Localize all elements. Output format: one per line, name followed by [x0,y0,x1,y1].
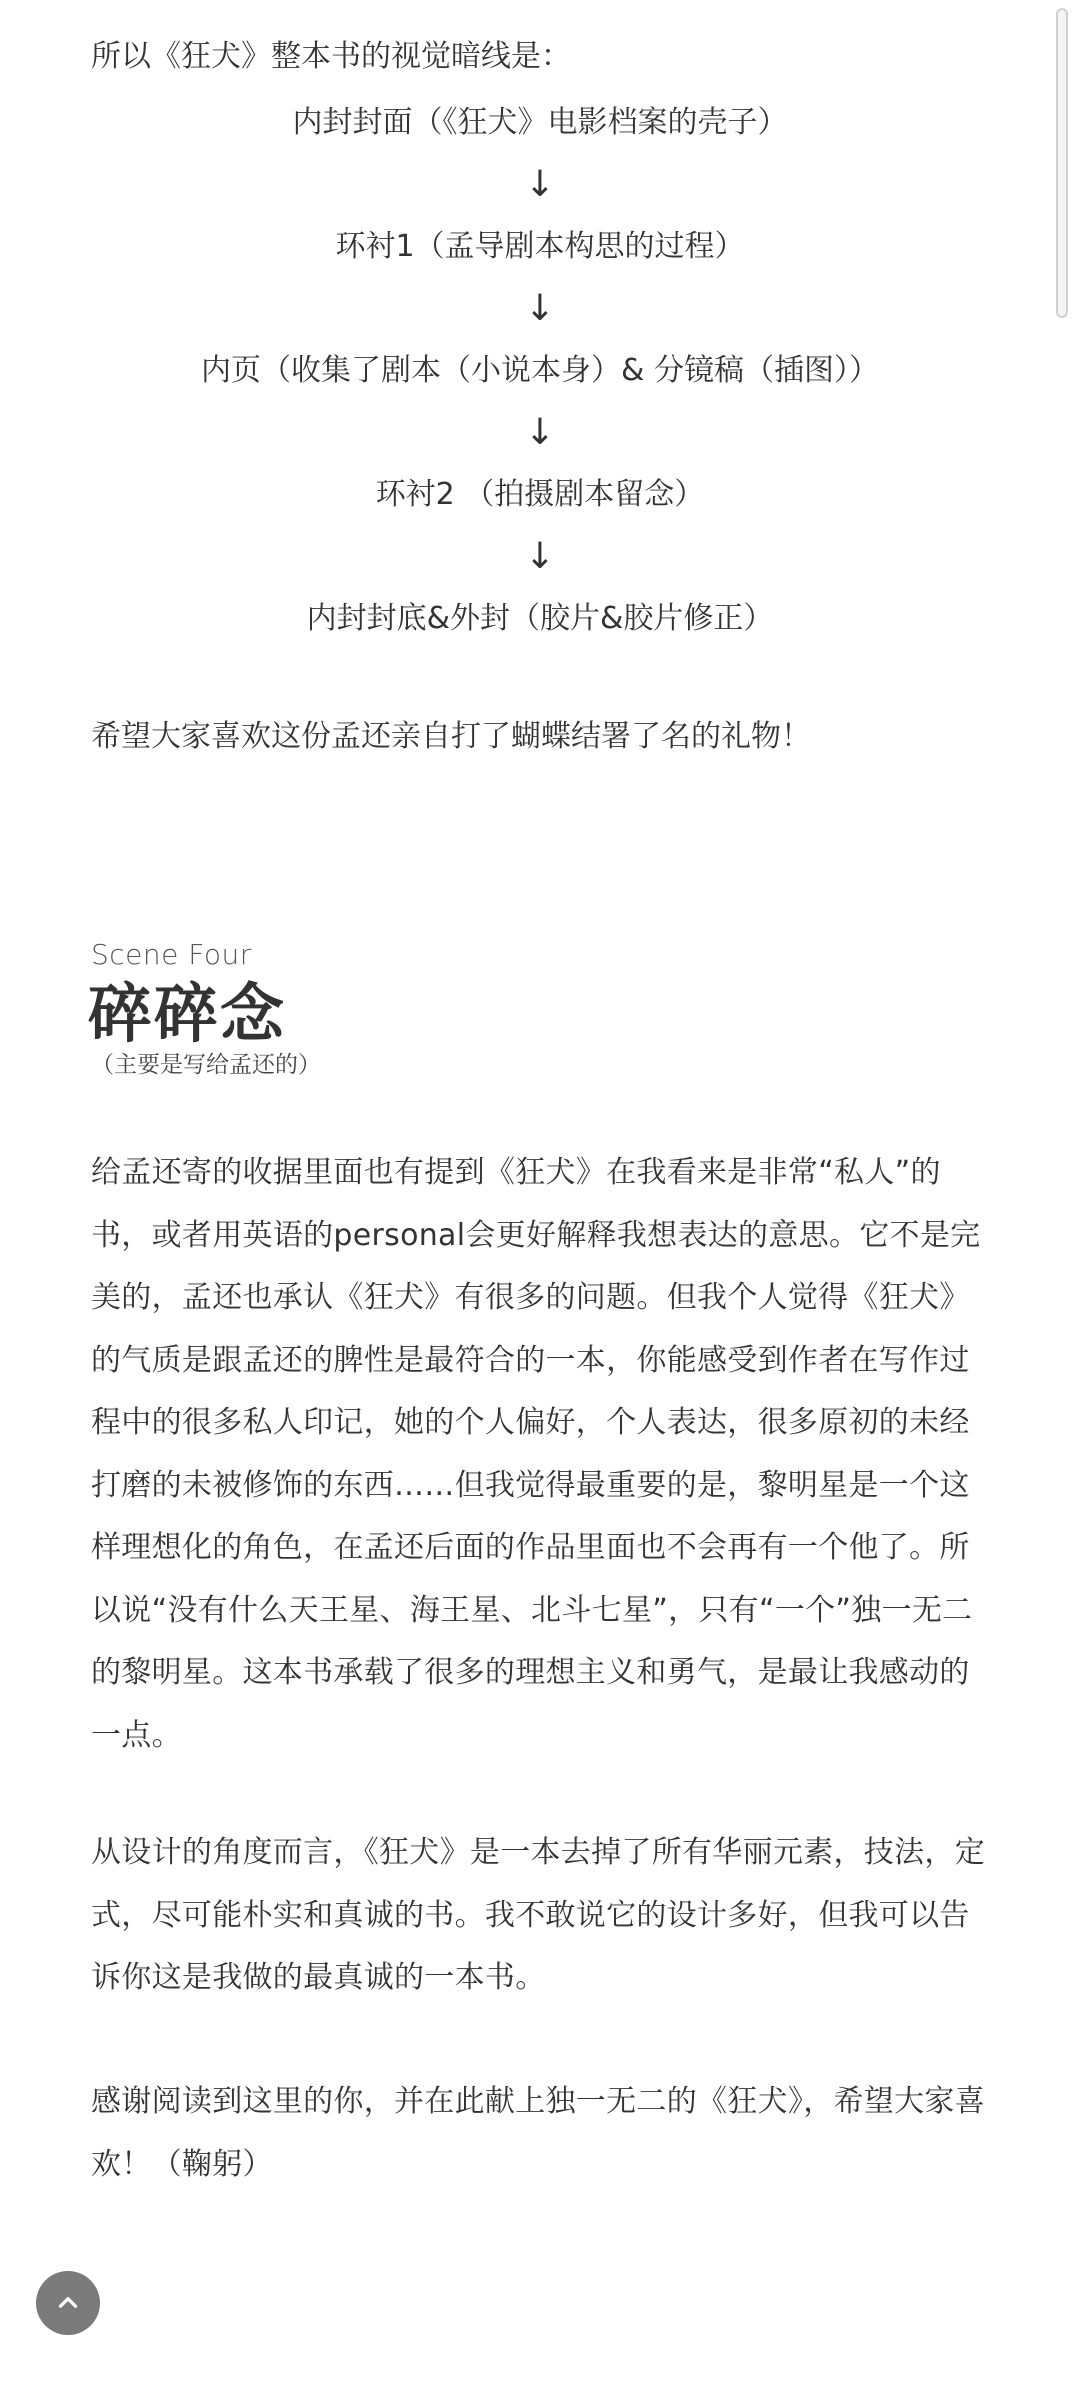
flow-step-1: 内封封面（《狂犬》电影档案的壳子） [292,105,788,140]
chevron-up-icon [55,2290,81,2316]
scene-subtitle: （主要是写给孟还的） [91,1052,321,1078]
down-arrow-icon: ↓ [524,288,556,329]
flow-step-4: 环衬2 （拍摄剧本留念） [375,477,705,512]
down-arrow-icon: ↓ [524,412,556,453]
back-to-top-button[interactable] [36,2271,100,2335]
down-arrow-icon: ↓ [524,536,556,577]
visual-flow [0,92,1080,650]
paragraph-3: 感谢阅读到这里的你，并在此献上独一无二的《狂犬》，希望大家喜欢！（鞠躬） [91,2084,985,2182]
flow-step-2: 环衬1（孟导剧本构思的过程） [335,229,745,264]
scene-label: Scene Four [91,938,252,971]
down-arrow-icon: ↓ [524,164,556,205]
flow-step-5: 内封封底&外封（胶片&胶片修正） [306,601,774,636]
scene-title: 碎碎念 [88,978,286,1052]
paragraph-1: 给孟还寄的收据里面也有提到《狂犬》在我看来是非常“私人”的书，或者用英语的personal会更好解释我想表达的意思。它不是完美的，孟还也承认《狂犬》有很多的问题。但我个人觉得《狂犬》的气质是跟孟还的脾性是最符合的一本，你能感受到作者在写作过程中的很多私人印记，她的个人偏好，个人表达，很多原初的未经打磨的未被修饰的东西……但我觉得最重要的是，黎明星是一个这样理想化的角色，在孟还后面的作品里面也不会再有一个他了。所以说“没有什么天王星、海王星、北斗七星”，只有“一个”独一无二的黎明星。这本书承载了很多的理想主义和勇气，是最让我感动的一点。 [91,1155,981,1753]
gift-note: 希望大家喜欢这份孟还亲自打了蝴蝶结署了名的礼物！ [91,719,811,754]
flow-intro: 所以《狂犬》整本书的视觉暗线是： [91,39,571,74]
flow-step-3: 内页（收集了剧本（小说本身）& 分镜稿（插图）） [201,353,879,388]
paragraph-2: 从设计的角度而言，《狂犬》是一本去掉了所有华丽元素，技法，定式，尽可能朴实和真诚的书。我不敢说它的设计多好，但我可以告诉你这是我做的最真诚的一本书。 [91,1835,985,1995]
